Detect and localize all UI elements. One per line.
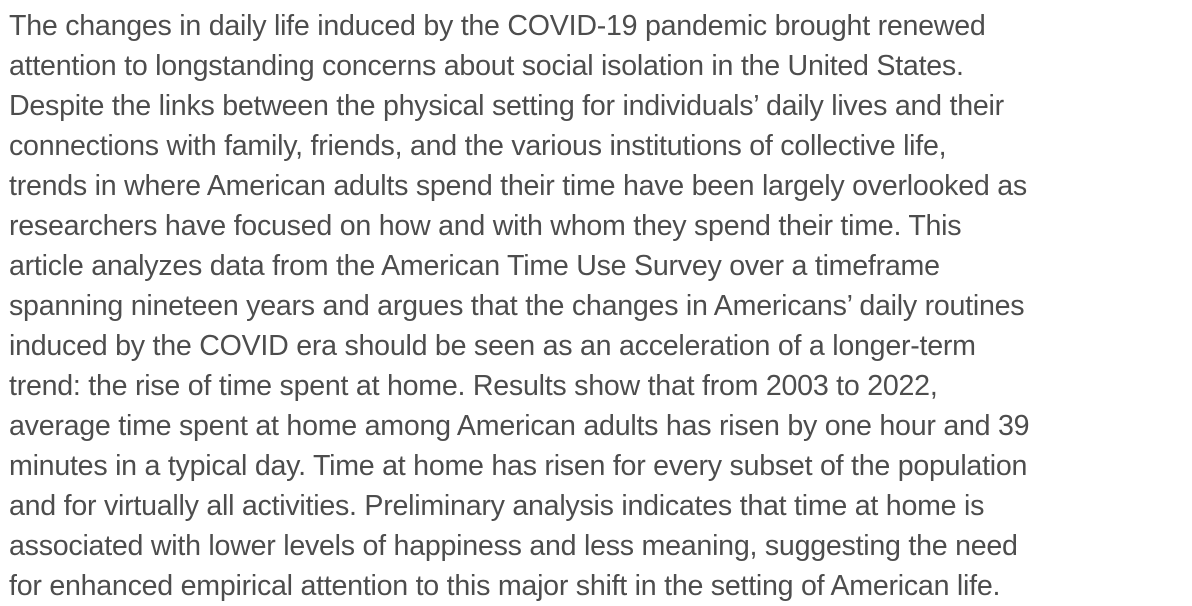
abstract-line: for enhanced empirical attention to this major shift in the setting of American life. [9,570,1001,602]
abstract-line: The changes in daily life induced by the COVID-19 pandemic brought renewed [9,10,986,42]
abstract-line: associated with lower levels of happiness and less meaning, suggesting the need [9,530,1018,562]
abstract-line: spanning nineteen years and argues that the changes in Americans’ daily routines [9,290,1025,322]
abstract-line: Despite the links between the physical setting for individuals’ daily lives and their [9,90,1004,122]
abstract-line: connections with family, friends, and the various institutions of collective life, [9,130,947,162]
abstract-line: researchers have focused on how and with whom they spend their time. This [9,210,962,242]
abstract-line: minutes in a typical day. Time at home has risen for every subset of the population [9,450,1028,482]
abstract-line: article analyzes data from the American Time Use Survey over a timeframe [9,250,940,282]
abstract-line: trend: the rise of time spent at home. Results show that from 2003 to 2022, [9,370,938,402]
abstract-line: attention to longstanding concerns about social isolation in the United States. [9,50,964,82]
abstract-line: average time spent at home among American adults has risen by one hour and 39 [9,410,1030,442]
abstract-line: induced by the COVID era should be seen as an acceleration of a longer-term [9,330,976,362]
abstract-line: and for virtually all activities. Preliminary analysis indicates that time at home is [9,490,985,522]
abstract-line: trends in where American adults spend their time have been largely overlooked as [9,170,1027,202]
